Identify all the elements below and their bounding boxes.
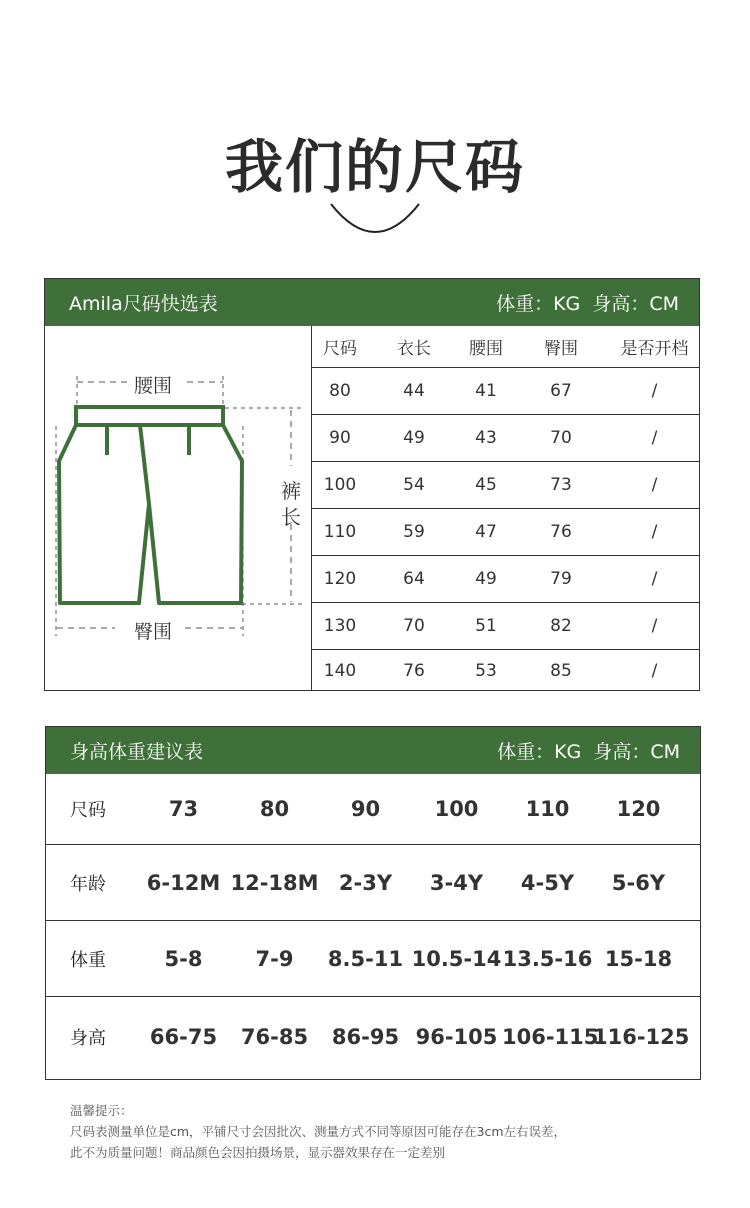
table-cell: 82	[550, 616, 572, 636]
table-cell: 13.5-16	[502, 946, 593, 971]
size-quick-table	[44, 278, 700, 691]
table-cell: 66-75	[149, 1025, 218, 1049]
height-weight-table-units: 体重：KG 身高：CM	[497, 741, 680, 763]
table-cell: /	[651, 381, 658, 401]
table-cell: 5-6Y	[611, 870, 666, 895]
table-cell: 85	[550, 660, 572, 681]
table-cell: 59	[403, 522, 425, 542]
table-cell: 49	[403, 428, 425, 448]
table-cell: 79	[550, 569, 572, 589]
waist-label: 腰围	[134, 375, 173, 397]
table-cell: 120	[616, 797, 661, 821]
table-cell: 73	[168, 797, 199, 821]
table-row	[46, 997, 700, 1077]
hip-label: 臀围	[134, 621, 173, 643]
table-cell: 120	[323, 569, 357, 589]
table-cell: 140	[323, 660, 357, 681]
smile-decoration-icon	[325, 200, 425, 240]
table-cell: 110	[323, 522, 357, 542]
table-cell: /	[651, 428, 658, 448]
table-cell: /	[651, 660, 658, 681]
table-cell: 53	[475, 660, 497, 681]
table-cell: 15-18	[604, 946, 673, 971]
notes-line-1: 尺码表测量单位是cm，平铺尺寸会因批次、测量方式不同等原因可能存在3cm左右误差，	[70, 1124, 567, 1139]
size-notes	[70, 1100, 566, 1163]
table-cell: 10.5-14	[411, 946, 502, 971]
table-cell: 67	[550, 381, 572, 401]
row-label: 尺码	[70, 800, 106, 821]
height-weight-table-header	[46, 727, 700, 774]
notes-line-2: 此不为质量问题！商品颜色会因拍摄场景，显示器效果存在一定差别	[70, 1145, 446, 1160]
table-cell: 12-18M	[230, 870, 319, 895]
table-cell: 43	[475, 428, 497, 448]
shorts-outline-icon	[45, 326, 311, 691]
table-cell: 6-12M	[146, 870, 221, 895]
size-quick-grid	[311, 326, 700, 691]
length-label-2: 长	[281, 505, 301, 529]
pants-diagram	[45, 326, 312, 691]
size-quick-table-header	[45, 279, 699, 326]
table-row	[311, 603, 700, 650]
page-title: 我们的尺码	[224, 133, 525, 201]
column-header: 衣长	[397, 339, 431, 359]
table-cell: 100	[323, 475, 357, 495]
table-cell: 110	[525, 797, 570, 821]
table-cell: 45	[475, 475, 497, 495]
size-quick-header-row	[311, 326, 700, 368]
table-cell: 54	[403, 475, 425, 495]
table-row	[311, 368, 700, 415]
table-cell: 44	[403, 381, 425, 401]
row-label: 年龄	[70, 873, 106, 895]
table-cell: 41	[475, 381, 497, 401]
table-cell: 2-3Y	[338, 870, 393, 895]
table-cell: 5-8	[164, 946, 203, 971]
table-row	[46, 921, 700, 997]
table-cell: 76-85	[240, 1025, 309, 1049]
table-cell: /	[651, 616, 658, 636]
table-cell: 106-115	[502, 1025, 599, 1049]
table-cell: 90	[350, 797, 381, 821]
table-cell: 47	[475, 522, 497, 542]
table-row	[46, 845, 700, 921]
notes-title: 温馨提示：	[70, 1103, 133, 1118]
table-cell: 51	[475, 616, 497, 636]
table-cell: 4-5Y	[520, 870, 575, 895]
size-quick-table-units: 体重：KG 身高：CM	[496, 293, 679, 315]
table-cell: 70	[403, 616, 425, 636]
table-cell: 64	[403, 569, 425, 589]
table-row	[311, 415, 700, 462]
height-weight-table-title: 身高体重建议表	[70, 741, 204, 763]
row-label: 身高	[70, 1028, 106, 1049]
table-cell: 90	[329, 428, 351, 448]
table-cell: 80	[259, 797, 290, 821]
height-weight-table	[45, 726, 701, 1080]
length-label-1: 裤	[281, 479, 301, 503]
table-row	[311, 509, 700, 556]
table-cell: /	[651, 522, 658, 542]
table-cell: 7-9	[255, 946, 294, 971]
row-label: 体重	[70, 949, 106, 971]
table-row	[46, 774, 700, 845]
table-cell: 100	[434, 797, 479, 821]
table-cell: 70	[550, 428, 572, 448]
table-cell: 8.5-11	[327, 946, 404, 971]
table-cell: /	[651, 475, 658, 495]
table-cell: 86-95	[331, 1025, 400, 1049]
table-cell: 116-125	[593, 1025, 690, 1049]
height-weight-rows	[46, 774, 700, 1077]
table-cell: 80	[329, 381, 351, 401]
column-header: 是否开档	[620, 339, 689, 359]
table-cell: 73	[550, 475, 572, 495]
column-header: 臀围	[544, 339, 578, 359]
table-cell: 3-4Y	[429, 870, 484, 895]
size-quick-table-title: Amila尺码快选表	[69, 293, 218, 315]
table-cell: 130	[323, 616, 357, 636]
table-row	[311, 462, 700, 509]
column-header: 尺码	[323, 339, 357, 359]
table-cell: /	[651, 569, 658, 589]
table-cell: 76	[550, 522, 572, 542]
table-cell: 49	[475, 569, 497, 589]
column-header: 腰围	[469, 339, 503, 359]
table-cell: 96-105	[415, 1025, 498, 1049]
table-row	[311, 650, 700, 691]
table-cell: 76	[403, 660, 425, 681]
table-row	[311, 556, 700, 603]
